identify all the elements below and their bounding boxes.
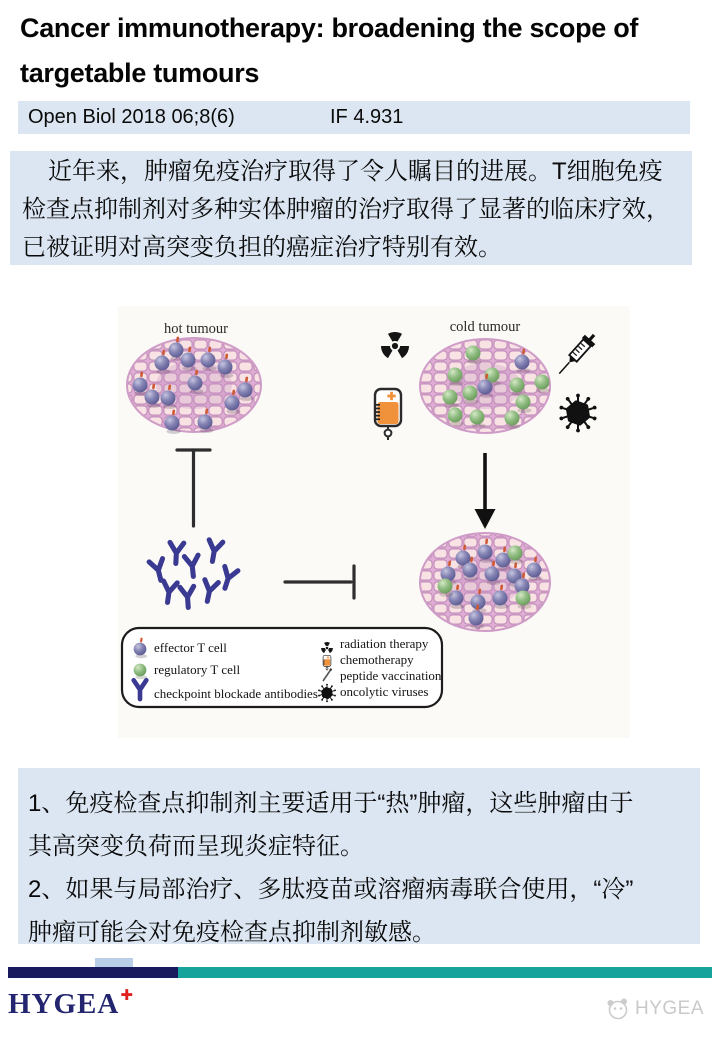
syringe-icon bbox=[554, 330, 599, 378]
legend-label: oncolytic viruses bbox=[340, 684, 429, 699]
legend-label: checkpoint blockade antibodies bbox=[154, 686, 318, 701]
impact-factor: IF 4.931 bbox=[330, 106, 404, 128]
antibody-cluster bbox=[149, 540, 238, 608]
watermark-panda-icon bbox=[604, 997, 631, 1021]
legend-label: chemotherapy bbox=[340, 652, 414, 667]
inhibition-bar-hot bbox=[177, 450, 210, 526]
journal-reference: Open Biol 2018 06;8(6) bbox=[28, 106, 235, 128]
summary-line: 1、免疫检查点抑制剂主要适用于“热”肿瘤，这些肿瘤由于 bbox=[28, 790, 634, 817]
inhibition-bar-antibodies bbox=[285, 566, 354, 598]
radiation-icon bbox=[379, 332, 410, 359]
intro-line: 检查点抑制剂对多种实体肿瘤的治疗取得了显著的临床疗效， bbox=[22, 196, 670, 223]
virus-icon bbox=[559, 394, 597, 433]
tumour-figure bbox=[118, 306, 630, 738]
legend-box bbox=[122, 628, 442, 707]
summary-line: 其高突变负荷而呈现炎症特征。 bbox=[28, 833, 364, 860]
summary-line: 2、如果与局部治疗、多肽疫苗或溶瘤病毒联合使用，“冷” bbox=[28, 876, 634, 903]
legend-label: peptide vaccination bbox=[340, 668, 442, 683]
summary-paragraph bbox=[18, 768, 700, 944]
chemotherapy-bag-icon bbox=[375, 389, 401, 440]
down-arrow bbox=[475, 453, 496, 529]
hot-tumour-label: hot tumour bbox=[163, 321, 229, 337]
legend-label: radiation therapy bbox=[340, 636, 429, 651]
page-title bbox=[20, 6, 710, 96]
page-title-line-1: Cancer immunotherapy: broadening the scope of bbox=[20, 13, 639, 43]
hygea-logo bbox=[8, 988, 133, 1021]
watermark-text: HYGEA bbox=[635, 998, 705, 1019]
treated-tumour-illustration bbox=[420, 533, 550, 631]
legend-item-peptide-vaccination bbox=[323, 668, 442, 683]
page-title-line-2: targetable tumours bbox=[20, 58, 260, 88]
watermark bbox=[604, 997, 704, 1021]
intro-line: 已被证明对高突变负担的癌症治疗特别有效。 bbox=[22, 234, 502, 261]
summary-line: 肿瘤可能会对免疫检查点抑制剂敏感。 bbox=[28, 919, 436, 946]
cold-tumour-label: cold tumour bbox=[449, 319, 521, 335]
intro-paragraph bbox=[10, 151, 692, 265]
cold-tumour-illustration bbox=[420, 319, 551, 433]
hot-tumour-illustration bbox=[127, 321, 261, 434]
intro-line: 近年来，肿瘤免疫治疗取得了令人瞩目的进展。T细胞免疫 bbox=[48, 158, 663, 185]
legend-label: effector T cell bbox=[154, 640, 227, 655]
journal-bar bbox=[18, 101, 690, 134]
hygea-logo-text: HYGEA bbox=[8, 988, 120, 1020]
footer-bar-teal bbox=[178, 967, 712, 978]
footer-accent-segment bbox=[95, 958, 133, 967]
legend-label: regulatory T cell bbox=[154, 662, 241, 677]
footer-bar-navy bbox=[8, 967, 178, 978]
red-cross-icon: ✚ bbox=[120, 986, 134, 1004]
